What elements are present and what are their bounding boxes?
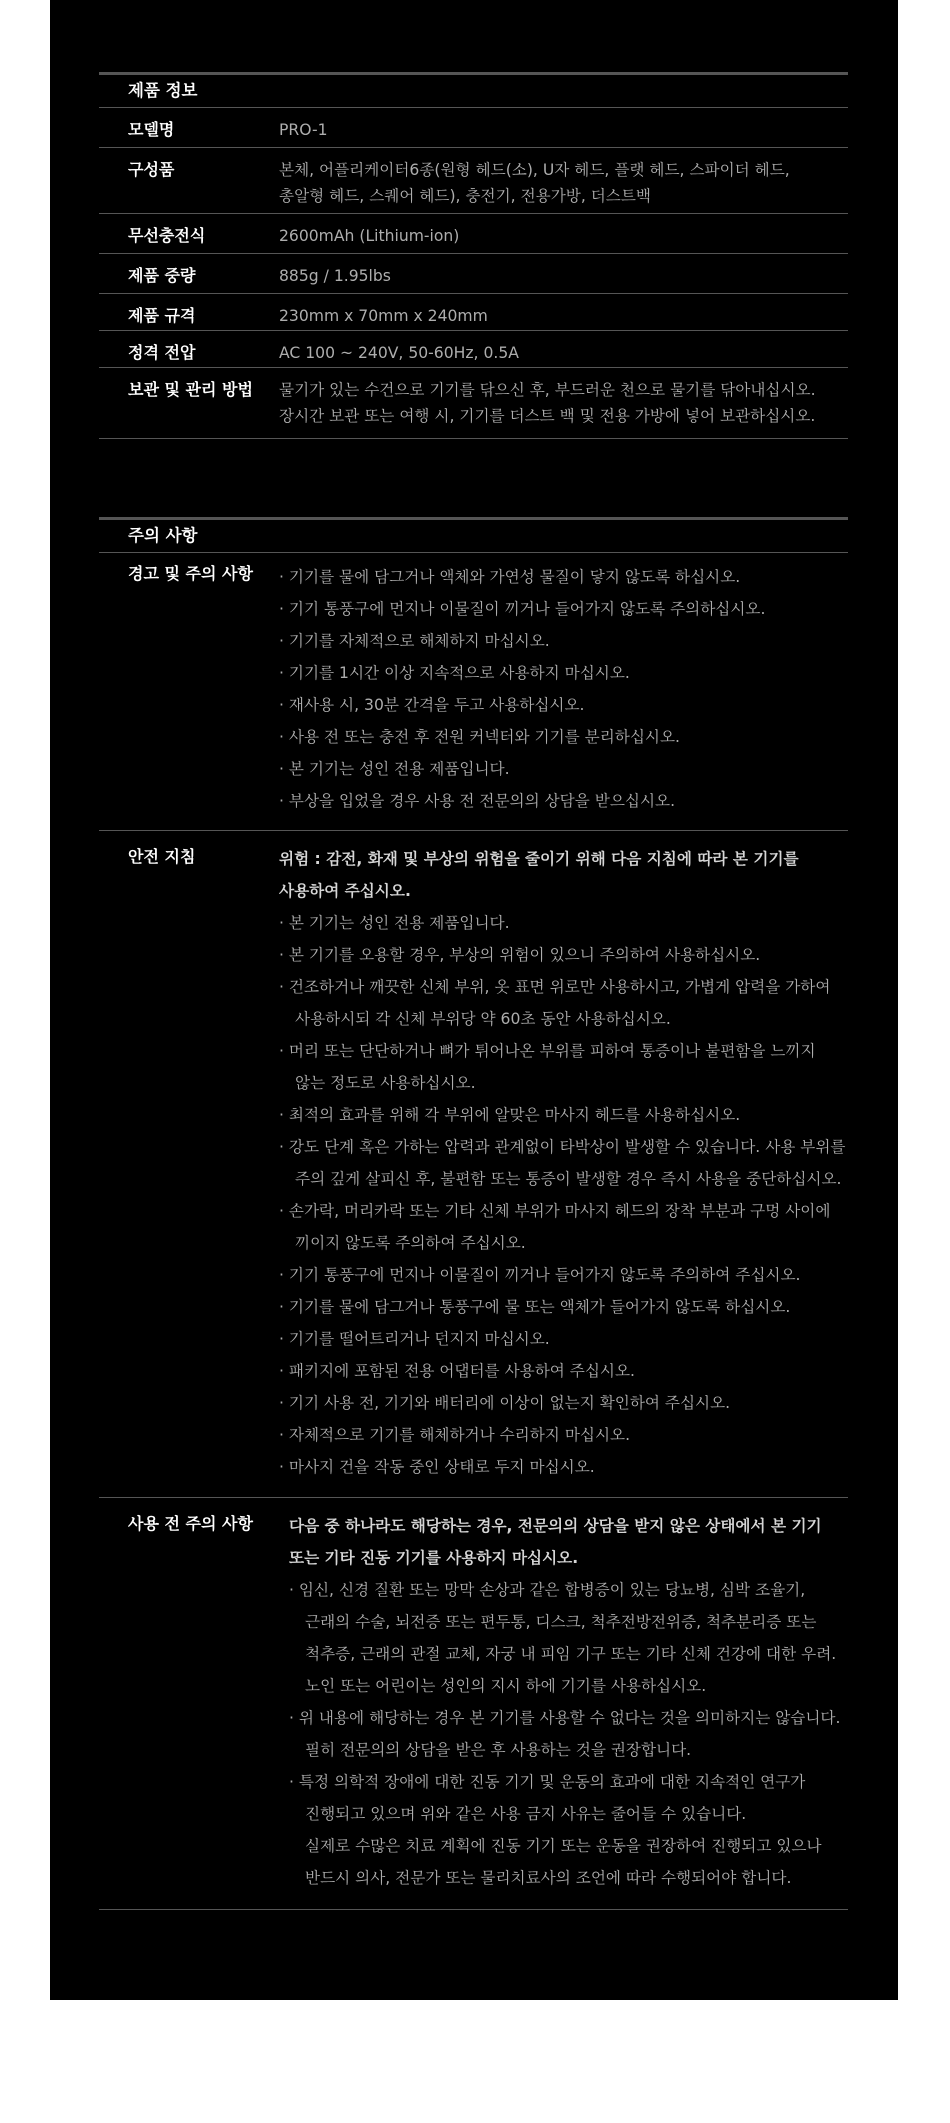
info-value-line: 2600mAh (Lithium-ion) bbox=[279, 227, 460, 245]
list-item-continuation: 노인 또는 어린이는 성인의 지시 하에 기기를 사용하십시오. bbox=[305, 1677, 707, 1695]
list-item-continuation: 사용하시되 각 신체 부위당 약 60초 동안 사용하십시오. bbox=[295, 1010, 671, 1028]
list-item-continuation: 반드시 의사, 전문가 또는 물리치료사의 조언에 따라 수행되어야 합니다. bbox=[305, 1869, 792, 1887]
safety-lead-line: 위험 : 감전, 화재 및 부상의 위험을 줄이기 위해 다음 지침에 따라 본 기기를 bbox=[279, 850, 799, 868]
info-row-battery bbox=[99, 214, 848, 254]
info-value-line: 885g / 1.95lbs bbox=[279, 267, 391, 285]
safety-list bbox=[279, 831, 848, 1497]
product-info-heading: 제품 정보 bbox=[99, 72, 848, 108]
list-item: · 패키지에 포함된 전용 어댑터를 사용하여 주십시오. bbox=[279, 1362, 635, 1380]
info-label: 구성품 bbox=[128, 160, 175, 179]
list-item: · 기기 통풍구에 먼지나 이물질이 끼거나 들어가지 않도록 주의하십시오. bbox=[279, 600, 766, 618]
before-use-lead-line: 다음 중 하나라도 해당하는 경우, 전문의의 상담을 받지 않은 상태에서 본 기기 bbox=[289, 1517, 822, 1535]
safety-lead-line: 사용하여 주십시오. bbox=[279, 882, 411, 900]
info-value-line: AC 100 ~ 240V, 50-60Hz, 0.5A bbox=[279, 344, 519, 362]
list-item-continuation: 끼이지 않도록 주의하여 주십시오. bbox=[295, 1234, 526, 1252]
list-item: · 임신, 신경 질환 또는 망막 손상과 같은 합병증이 있는 당뇨병, 심박 조율기, bbox=[289, 1581, 806, 1599]
caution-label: 안전 지침 bbox=[128, 847, 196, 866]
info-row-storage bbox=[99, 368, 848, 439]
list-item: · 자체적으로 기기를 해체하거나 수리하지 마십시오. bbox=[279, 1426, 631, 1444]
list-item: · 기기 통풍구에 먼지나 이물질이 끼거나 들어가지 않도록 주의하여 주십시오. bbox=[279, 1266, 801, 1284]
before-use-lead-line: 또는 기타 진동 기기를 사용하지 마십시오. bbox=[289, 1549, 579, 1567]
list-item: · 본 기기는 성인 전용 제품입니다. bbox=[279, 914, 510, 932]
info-label: 무선충전식 bbox=[128, 226, 206, 245]
caution-label: 경고 및 주의 사항 bbox=[128, 564, 253, 583]
list-item: · 마사지 건을 작동 중인 상태로 두지 마십시오. bbox=[279, 1458, 595, 1476]
info-value-line: 230mm x 70mm x 240mm bbox=[279, 307, 488, 325]
list-item: · 손가락, 머리카락 또는 기타 신체 부위가 마사지 헤드의 장착 부분과 구멍 사이에 bbox=[279, 1202, 831, 1220]
list-item: · 머리 또는 단단하거나 뼈가 튀어나온 부위를 피하여 통증이나 불편함을 느끼지 bbox=[279, 1042, 816, 1060]
info-value-line: 물기가 있는 수건으로 기기를 닦으신 후, 부드러운 천으로 물기를 닦아내십시오. bbox=[279, 381, 816, 399]
info-value bbox=[279, 368, 848, 438]
list-item: · 사용 전 또는 충전 후 전원 커넥터와 기기를 분리하십시오. bbox=[279, 728, 680, 746]
list-item: · 부상을 입었을 경우 사용 전 전문의의 상담을 받으십시오. bbox=[279, 792, 676, 810]
info-value-line: PRO-1 bbox=[279, 121, 328, 139]
content-panel bbox=[50, 0, 898, 2000]
cautions-table bbox=[99, 517, 848, 1910]
info-label: 보관 및 관리 방법 bbox=[128, 380, 253, 399]
info-value-line: 장시간 보관 또는 여행 시, 기기를 더스트 백 및 전용 가방에 넣어 보관하십시오. bbox=[279, 407, 816, 425]
list-item: · 본 기기를 오용할 경우, 부상의 위험이 있으니 주의하여 사용하십시오. bbox=[279, 946, 761, 964]
caution-row-safety bbox=[99, 831, 848, 1498]
product-info-table bbox=[99, 72, 848, 439]
list-item-continuation: 주의 깊게 살피신 후, 불편함 또는 통증이 발생할 경우 즉시 사용을 중단하십시오. bbox=[295, 1170, 842, 1188]
list-item: · 기기를 자체적으로 해체하지 마십시오. bbox=[279, 632, 550, 650]
list-item: · 건조하거나 깨끗한 신체 부위, 옷 표면 위로만 사용하시고, 가볍게 압력을 가하여 bbox=[279, 978, 831, 996]
cautions-heading: 주의 사항 bbox=[99, 517, 848, 553]
list-item: · 본 기기는 성인 전용 제품입니다. bbox=[279, 760, 510, 778]
list-item-continuation: 실제로 수많은 치료 계획에 진동 기기 또는 운동을 권장하여 진행되고 있으나 bbox=[305, 1837, 822, 1855]
info-label: 제품 중량 bbox=[128, 266, 196, 285]
info-row-voltage bbox=[99, 331, 848, 368]
list-item-continuation: 근래의 수술, 뇌전증 또는 편두통, 디스크, 척추전방전위증, 척추분리증 또는 bbox=[305, 1613, 817, 1631]
list-item: · 기기를 떨어트리거나 던지지 마십시오. bbox=[279, 1330, 550, 1348]
list-item-continuation: 않는 정도로 사용하십시오. bbox=[295, 1074, 476, 1092]
info-value bbox=[279, 254, 848, 293]
list-item: · 기기 사용 전, 기기와 배터리에 이상이 없는지 확인하여 주십시오. bbox=[279, 1394, 731, 1412]
info-label: 모델명 bbox=[128, 120, 175, 139]
info-row-dimensions bbox=[99, 294, 848, 331]
info-value-line: 총알형 헤드, 스퀘어 헤드), 충전기, 전용가방, 더스트백 bbox=[279, 187, 651, 205]
info-value bbox=[279, 294, 848, 330]
list-item: · 기기를 물에 담그거나 통풍구에 물 또는 액체가 들어가지 않도록 하십시오. bbox=[279, 1298, 791, 1316]
list-item-continuation: 필히 전문의의 상담을 받은 후 사용하는 것을 권장합니다. bbox=[305, 1741, 692, 1759]
info-value bbox=[279, 148, 848, 213]
list-item-continuation: 척추증, 근래의 관절 교체, 자궁 내 피임 기구 또는 기타 신체 건강에 대한 우려. bbox=[305, 1645, 837, 1663]
caution-row-before-use bbox=[99, 1498, 848, 1910]
list-item-continuation: 진행되고 있으며 위와 같은 사용 금지 사유는 줄어들 수 있습니다. bbox=[305, 1805, 747, 1823]
info-value bbox=[279, 108, 848, 147]
list-item: · 재사용 시, 30분 간격을 두고 사용하십시오. bbox=[279, 696, 585, 714]
before-use-list bbox=[279, 1498, 848, 1909]
warnings-list bbox=[279, 553, 848, 830]
list-item: · 최적의 효과를 위해 각 부위에 알맞은 마사지 헤드를 사용하십시오. bbox=[279, 1106, 741, 1124]
list-item: · 위 내용에 해당하는 경우 본 기기를 사용할 수 없다는 것을 의미하지는 않습니다. bbox=[289, 1709, 841, 1727]
info-row-components bbox=[99, 148, 848, 214]
list-item: · 특정 의학적 장애에 대한 진동 기기 및 운동의 효과에 대한 지속적인 연구가 bbox=[289, 1773, 806, 1791]
info-label: 정격 전압 bbox=[128, 343, 196, 362]
info-row-weight bbox=[99, 254, 848, 294]
info-value-line: 본체, 어플리케이터6종(원형 헤드(소), U자 헤드, 플랫 헤드, 스파이더 헤드, bbox=[279, 161, 790, 179]
caution-label: 사용 전 주의 사항 bbox=[128, 1514, 253, 1533]
list-item: · 강도 단계 혹은 가하는 압력과 관계없이 타박상이 발생할 수 있습니다. 사용 부위를 bbox=[279, 1138, 846, 1156]
info-value bbox=[279, 214, 848, 253]
list-item: · 기기를 물에 담그거나 액체와 가연성 물질이 닿지 않도록 하십시오. bbox=[279, 568, 741, 586]
list-item: · 기기를 1시간 이상 지속적으로 사용하지 마십시오. bbox=[279, 664, 630, 682]
info-value bbox=[279, 331, 848, 367]
info-label: 제품 규격 bbox=[128, 306, 196, 325]
caution-row-warnings bbox=[99, 553, 848, 831]
info-row-model bbox=[99, 108, 848, 148]
